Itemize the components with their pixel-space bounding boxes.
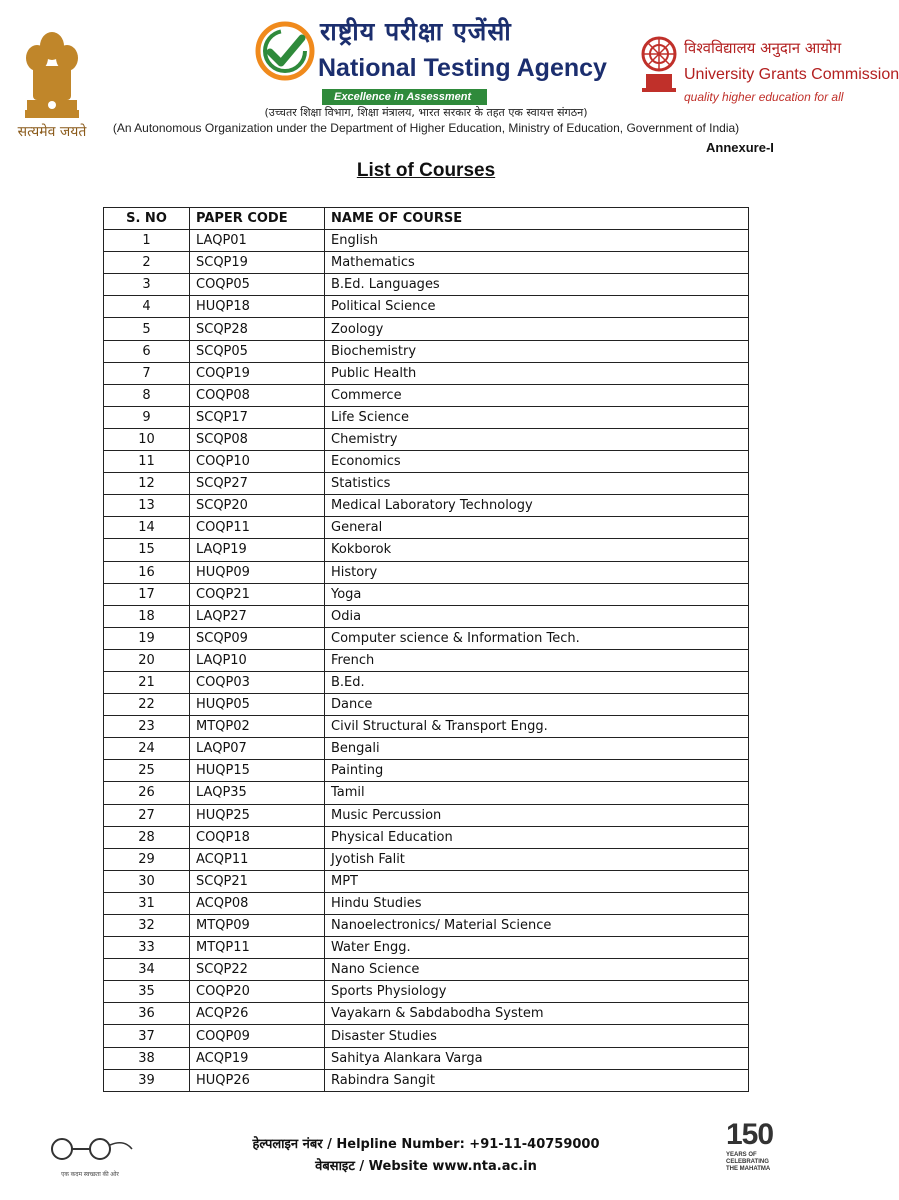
cell-course-name: Physical Education xyxy=(325,826,749,848)
table-row xyxy=(104,694,749,716)
header-paper-code: PAPER CODE xyxy=(190,208,325,230)
cell-course-name: Hindu Studies xyxy=(325,892,749,914)
gandhi-150-line-2: CELEBRATING xyxy=(726,1159,769,1165)
cell-paper-code: COQP03 xyxy=(190,671,325,693)
table-body xyxy=(104,230,749,1092)
table-row xyxy=(104,583,749,605)
table-row xyxy=(104,539,749,561)
cell-course-name: Nano Science xyxy=(325,959,749,981)
cell-sno: 10 xyxy=(104,428,190,450)
cell-paper-code: LAQP19 xyxy=(190,539,325,561)
cell-paper-code: ACQP08 xyxy=(190,892,325,914)
cell-course-name: Economics xyxy=(325,451,749,473)
nta-logo-icon xyxy=(256,22,314,80)
cell-paper-code: HUQP05 xyxy=(190,694,325,716)
cell-sno: 20 xyxy=(104,649,190,671)
cell-sno: 6 xyxy=(104,340,190,362)
cell-paper-code: HUQP26 xyxy=(190,1069,325,1091)
table-row xyxy=(104,384,749,406)
gandhi-150-logo xyxy=(726,1118,816,1173)
cell-sno: 18 xyxy=(104,605,190,627)
cell-paper-code: MTQP11 xyxy=(190,937,325,959)
cell-course-name: Kokborok xyxy=(325,539,749,561)
cell-paper-code: SCQP08 xyxy=(190,428,325,450)
cell-paper-code: SCQP19 xyxy=(190,252,325,274)
cell-course-name: Music Percussion xyxy=(325,804,749,826)
header-course-name: NAME OF COURSE xyxy=(325,208,749,230)
ugc-tagline: quality higher education for all xyxy=(684,90,844,104)
table-row xyxy=(104,892,749,914)
cell-course-name: English xyxy=(325,230,749,252)
cell-sno: 21 xyxy=(104,671,190,693)
cell-sno: 12 xyxy=(104,473,190,495)
emblem-motto: सत्यमेव जयते xyxy=(17,124,87,140)
table-row xyxy=(104,318,749,340)
cell-sno: 9 xyxy=(104,406,190,428)
cell-paper-code: HUQP09 xyxy=(190,561,325,583)
cell-paper-code: COQP09 xyxy=(190,1025,325,1047)
nta-brand xyxy=(256,14,616,103)
table-row xyxy=(104,1047,749,1069)
cell-sno: 25 xyxy=(104,760,190,782)
cell-course-name: Computer science & Information Tech. xyxy=(325,627,749,649)
cell-sno: 15 xyxy=(104,539,190,561)
cell-course-name: Biochemistry xyxy=(325,340,749,362)
table-row xyxy=(104,959,749,981)
cell-paper-code: SCQP05 xyxy=(190,340,325,362)
table-row xyxy=(104,230,749,252)
cell-course-name: Painting xyxy=(325,760,749,782)
nta-name-hindi: राष्ट्रीय परीक्षा एजेंसी xyxy=(320,17,512,46)
nta-tagline: Excellence in Assessment xyxy=(322,89,487,105)
cell-sno: 36 xyxy=(104,1003,190,1025)
cell-sno: 4 xyxy=(104,296,190,318)
table-row xyxy=(104,362,749,384)
cell-course-name: Zoology xyxy=(325,318,749,340)
cell-paper-code: SCQP28 xyxy=(190,318,325,340)
swachh-text: एक कदम स्वच्छता की ओर xyxy=(61,1172,119,1178)
cell-paper-code: COQP20 xyxy=(190,981,325,1003)
table-row xyxy=(104,473,749,495)
cell-course-name: Life Science xyxy=(325,406,749,428)
table-row xyxy=(104,1003,749,1025)
cell-sno: 13 xyxy=(104,495,190,517)
table-row xyxy=(104,1069,749,1091)
cell-sno: 29 xyxy=(104,848,190,870)
gandhi-150-line-1: YEARS OF xyxy=(726,1152,757,1158)
cell-sno: 7 xyxy=(104,362,190,384)
cell-course-name: Rabindra Sangit xyxy=(325,1069,749,1091)
cell-sno: 5 xyxy=(104,318,190,340)
nta-name-english: National Testing Agency xyxy=(318,54,607,82)
cell-course-name: General xyxy=(325,517,749,539)
table-row xyxy=(104,760,749,782)
table-row xyxy=(104,627,749,649)
cell-course-name: Sahitya Alankara Varga xyxy=(325,1047,749,1069)
table-row xyxy=(104,738,749,760)
subtitle-english: (An Autonomous Organization under the Department of Higher Education, Ministry of Education, Government of India) xyxy=(112,121,740,135)
cell-sno: 37 xyxy=(104,1025,190,1047)
table-row xyxy=(104,782,749,804)
cell-paper-code: SCQP09 xyxy=(190,627,325,649)
cell-sno: 39 xyxy=(104,1069,190,1091)
cell-paper-code: LAQP27 xyxy=(190,605,325,627)
cell-paper-code: HUQP18 xyxy=(190,296,325,318)
cell-course-name: Dance xyxy=(325,694,749,716)
table-row xyxy=(104,671,749,693)
table-row xyxy=(104,428,749,450)
cell-sno: 2 xyxy=(104,252,190,274)
cell-sno: 30 xyxy=(104,870,190,892)
cell-course-name: Civil Structural & Transport Engg. xyxy=(325,716,749,738)
cell-paper-code: SCQP20 xyxy=(190,495,325,517)
cell-sno: 14 xyxy=(104,517,190,539)
cell-course-name: French xyxy=(325,649,749,671)
cell-paper-code: MTQP02 xyxy=(190,716,325,738)
cell-sno: 31 xyxy=(104,892,190,914)
cell-paper-code: COQP11 xyxy=(190,517,325,539)
cell-course-name: Commerce xyxy=(325,384,749,406)
table-row xyxy=(104,451,749,473)
cell-course-name: MPT xyxy=(325,870,749,892)
cell-course-name: Mathematics xyxy=(325,252,749,274)
page-title: List of Courses xyxy=(356,160,496,181)
table-row xyxy=(104,804,749,826)
cell-sno: 27 xyxy=(104,804,190,826)
cell-sno: 26 xyxy=(104,782,190,804)
table-row xyxy=(104,848,749,870)
cell-paper-code: LAQP10 xyxy=(190,649,325,671)
table-header-row xyxy=(104,208,749,230)
table-row xyxy=(104,981,749,1003)
cell-paper-code: COQP10 xyxy=(190,451,325,473)
cell-paper-code: HUQP15 xyxy=(190,760,325,782)
cell-paper-code: LAQP35 xyxy=(190,782,325,804)
table-row xyxy=(104,561,749,583)
cell-sno: 1 xyxy=(104,230,190,252)
cell-course-name: Disaster Studies xyxy=(325,1025,749,1047)
cell-course-name: Vayakarn & Sabdabodha System xyxy=(325,1003,749,1025)
ugc-name-hindi: विश्वविद्यालय अनुदान आयोग xyxy=(684,39,842,57)
cell-sno: 33 xyxy=(104,937,190,959)
table-row xyxy=(104,716,749,738)
cell-sno: 35 xyxy=(104,981,190,1003)
ugc-name-english: University Grants Commission xyxy=(684,66,899,83)
cell-course-name: Odia xyxy=(325,605,749,627)
cell-course-name: History xyxy=(325,561,749,583)
cell-paper-code: COQP19 xyxy=(190,362,325,384)
cell-sno: 32 xyxy=(104,915,190,937)
table-row xyxy=(104,1025,749,1047)
cell-course-name: B.Ed. Languages xyxy=(325,274,749,296)
table-row xyxy=(104,517,749,539)
cell-sno: 34 xyxy=(104,959,190,981)
cell-course-name: Public Health xyxy=(325,362,749,384)
table-row xyxy=(104,340,749,362)
cell-sno: 22 xyxy=(104,694,190,716)
cell-sno: 8 xyxy=(104,384,190,406)
table-row xyxy=(104,649,749,671)
cell-course-name: Water Engg. xyxy=(325,937,749,959)
cell-sno: 16 xyxy=(104,561,190,583)
cell-course-name: Jyotish Falit xyxy=(325,848,749,870)
helpline-number: हेल्पलाइन नंबर / Helpline Number: +91-11-40759000 xyxy=(252,1137,600,1152)
cell-course-name: Bengali xyxy=(325,738,749,760)
gandhi-150-line-3: THE MAHATMA xyxy=(726,1166,771,1172)
cell-course-name: Medical Laboratory Technology xyxy=(325,495,749,517)
table-row xyxy=(104,252,749,274)
cell-course-name: Sports Physiology xyxy=(325,981,749,1003)
cell-sno: 24 xyxy=(104,738,190,760)
cell-course-name: Yoga xyxy=(325,583,749,605)
header-sno: S. NO xyxy=(104,208,190,230)
cell-course-name: Nanoelectronics/ Material Science xyxy=(325,915,749,937)
cell-paper-code: HUQP25 xyxy=(190,804,325,826)
cell-sno: 11 xyxy=(104,451,190,473)
cell-sno: 38 xyxy=(104,1047,190,1069)
cell-paper-code: SCQP17 xyxy=(190,406,325,428)
cell-course-name: Political Science xyxy=(325,296,749,318)
ugc-logo-icon xyxy=(638,36,680,98)
table-row xyxy=(104,406,749,428)
cell-sno: 19 xyxy=(104,627,190,649)
cell-course-name: B.Ed. xyxy=(325,671,749,693)
subtitle-hindi: (उच्चतर शिक्षा विभाग, शिक्षा मंत्रालय, भारत सरकार के तहत एक स्वायत्त संगठन) xyxy=(264,106,588,119)
cell-paper-code: COQP08 xyxy=(190,384,325,406)
courses-table xyxy=(103,207,749,1092)
cell-paper-code: ACQP26 xyxy=(190,1003,325,1025)
cell-paper-code: SCQP27 xyxy=(190,473,325,495)
cell-paper-code: LAQP01 xyxy=(190,230,325,252)
cell-paper-code: COQP18 xyxy=(190,826,325,848)
cell-course-name: Chemistry xyxy=(325,428,749,450)
cell-sno: 3 xyxy=(104,274,190,296)
table-row xyxy=(104,870,749,892)
cell-paper-code: ACQP19 xyxy=(190,1047,325,1069)
annexure-label: Annexure-I xyxy=(706,140,774,155)
cell-paper-code: COQP05 xyxy=(190,274,325,296)
table-row xyxy=(104,605,749,627)
cell-paper-code: COQP21 xyxy=(190,583,325,605)
footer-contact xyxy=(0,1134,852,1178)
cell-sno: 17 xyxy=(104,583,190,605)
cell-course-name: Statistics xyxy=(325,473,749,495)
cell-paper-code: SCQP22 xyxy=(190,959,325,981)
table-row xyxy=(104,296,749,318)
cell-sno: 23 xyxy=(104,716,190,738)
cell-paper-code: SCQP21 xyxy=(190,870,325,892)
cell-sno: 28 xyxy=(104,826,190,848)
table-row xyxy=(104,937,749,959)
cell-paper-code: MTQP09 xyxy=(190,915,325,937)
table-row xyxy=(104,274,749,296)
table-row xyxy=(104,915,749,937)
cell-paper-code: ACQP11 xyxy=(190,848,325,870)
cell-paper-code: LAQP07 xyxy=(190,738,325,760)
table-row xyxy=(104,826,749,848)
website-link[interactable]: वेबसाइट / Website www.nta.ac.in xyxy=(315,1159,537,1174)
gandhi-150-number: 150 xyxy=(726,1118,774,1151)
cell-course-name: Tamil xyxy=(325,782,749,804)
ugc-brand xyxy=(638,36,899,116)
table-row xyxy=(104,495,749,517)
